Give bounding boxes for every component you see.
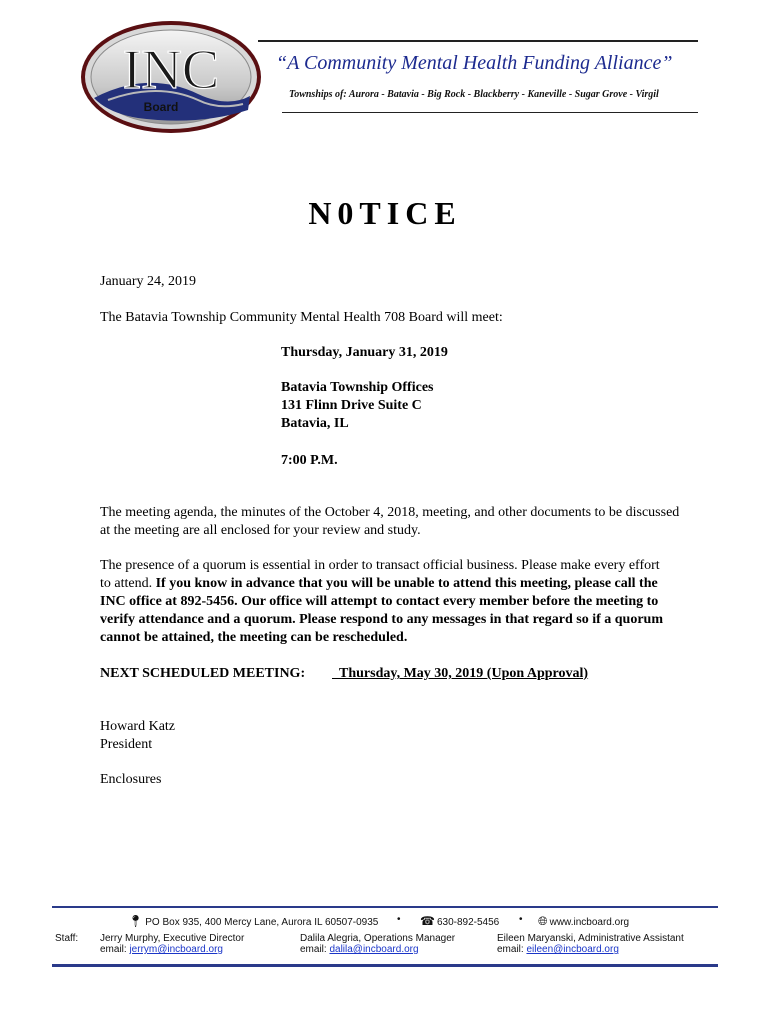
location-line-2: 131 Flinn Drive Suite C [281, 398, 422, 413]
inc-board-logo [78, 18, 264, 136]
map-pin-icon: 📍︎ [128, 914, 144, 928]
meeting-time: 7:00 P.M. [281, 453, 338, 468]
quorum-paragraph [100, 557, 720, 647]
quorum-line-1: The presence of a quorum is essential in order to transact official business. Please make every effort [100, 558, 660, 573]
meeting-date: Thursday, January 31, 2019 [281, 345, 448, 360]
footer-bottom-rule [52, 964, 718, 967]
footer-bullet-2: • [519, 914, 523, 925]
header-top-rule [258, 40, 698, 42]
townships-line: Townships of: Aurora - Batavia - Big Rock - Blackberry - Kaneville - Sugar Grove - Virgil [289, 89, 659, 100]
staff-email-line: email: jerrym@incboard.org [100, 944, 223, 955]
quorum-line-5: cannot be attained, the meeting can be rescheduled. [100, 630, 408, 645]
logo-inc-text: INC [122, 39, 220, 101]
staff-name: Eileen Maryanski, Administrative Assistant [497, 933, 684, 944]
tagline: “A Community Mental Health Funding Alliance” [276, 52, 673, 74]
next-meeting-label: NEXT SCHEDULED MEETING: [100, 666, 306, 681]
footer-bullet-1: • [397, 914, 401, 925]
logo-board-text: Board [143, 100, 179, 114]
quorum-line-3: INC office at 892-5456. Our office will attempt to contact every member before the meeting to [100, 594, 659, 609]
notice-intro: The Batavia Township Community Mental Health 708 Board will meet: [100, 310, 503, 325]
staff-member-3 [497, 933, 684, 955]
quorum-line-4: verify attendance and a quorum. Please respond to any messages in that regard so if a quorum [100, 612, 663, 627]
quorum-line-2-bold: If you know in advance that you will be unable to attend this meeting, please call the [155, 576, 658, 591]
notice-title: N0TICE [308, 195, 462, 231]
globe-icon: 🌐︎ [538, 914, 548, 928]
staff-label: Staff: [55, 933, 79, 944]
staff-email-link[interactable]: jerrym@incboard.org [129, 944, 223, 955]
agenda-paragraph [100, 504, 720, 540]
staff-email-line: email: eileen@incboard.org [497, 944, 619, 955]
logo-graphic [78, 18, 264, 136]
location-line-3: Batavia, IL [281, 416, 349, 431]
staff-member-2 [300, 933, 455, 955]
staff-member-1 [100, 933, 244, 955]
notice-date: January 24, 2019 [100, 274, 197, 289]
next-meeting-value [332, 665, 588, 683]
staff-name: Jerry Murphy, Executive Director [100, 933, 245, 944]
staff-email-line: email: dalila@incboard.org [300, 944, 419, 955]
phone-icon: ☎ [420, 914, 435, 928]
signer-title: President [100, 737, 153, 752]
next-meeting-date: Thursday, May 30, 2019 (Upon Approval) [339, 666, 589, 681]
staff-email-link[interactable]: eileen@incboard.org [526, 944, 619, 955]
footer-website[interactable]: 🌐︎ www.incboard.org [538, 914, 630, 928]
enclosures-label: Enclosures [100, 772, 162, 787]
header-bottom-rule [282, 112, 698, 113]
quorum-line-2-plain: to attend. [100, 576, 156, 591]
staff-email-link[interactable]: dalila@incboard.org [329, 944, 419, 955]
signer-name: Howard Katz [100, 719, 176, 734]
agenda-line-1: The meeting agenda, the minutes of the October 4, 2018, meeting, and other documents to be discussed [100, 505, 680, 520]
location-line-1: Batavia Township Offices [281, 380, 434, 395]
agenda-line-2: at the meeting are all enclosed for your review and study. [100, 523, 421, 538]
staff-name: Dalila Alegria, Operations Manager [300, 933, 456, 944]
footer-top-rule [52, 906, 718, 908]
footer-phone: ☎ 630-892-5456 [420, 914, 500, 928]
footer-address: 📍︎ PO Box 935, 400 Mercy Lane, Aurora IL 60507-0935 [128, 914, 379, 928]
quorum-line-2 [100, 575, 720, 593]
